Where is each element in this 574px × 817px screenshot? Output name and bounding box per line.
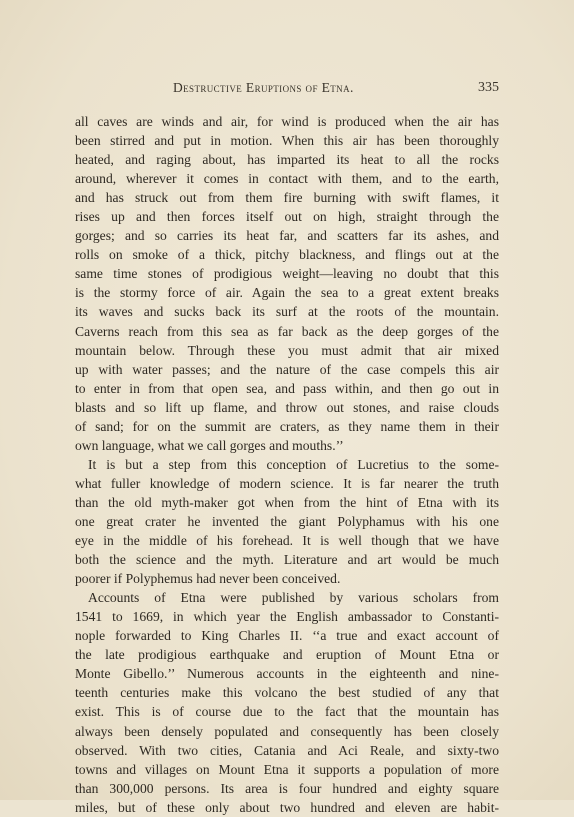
text-line: to enter in from that open sea, and pass within, and then go out in bbox=[75, 380, 499, 396]
text-line: been stirred and put in motion. When this air has been thoroughly bbox=[75, 133, 499, 149]
text-line: rolls on smoke of a thick, pitchy blackness, and flings out at the bbox=[75, 247, 499, 263]
page-header bbox=[75, 80, 499, 100]
text-line: one great crater he invented the giant Polyphamus with his one bbox=[75, 513, 499, 529]
text-line: It is but a step from this conception of Lucretius to the some- bbox=[88, 456, 499, 472]
text-line: gorges; and so carries its heat far, and scatters far its ashes, and bbox=[75, 228, 499, 244]
paragraph bbox=[75, 112, 499, 455]
text-line: teenth centuries make this volcano the best studied of any that bbox=[75, 685, 499, 701]
text-line: what fuller knowledge of modern science. It is far nearer the truth bbox=[75, 475, 499, 491]
text-line: nople forwarded to King Charles II. ‘‘a true and exact account of bbox=[75, 628, 499, 644]
text-line: its waves and sucks back its surf at the roots of the mountain. bbox=[75, 304, 499, 320]
body-text bbox=[75, 112, 499, 817]
text-line: own language, what we call gorges and mouths.’’ bbox=[75, 437, 344, 453]
text-line: than 300,000 persons. Its area is four hundred and eighty square bbox=[75, 780, 499, 796]
text-line: always been densely populated and consequently has been closely bbox=[75, 723, 499, 739]
text-line: both the science and the myth. Literature and art would be much bbox=[75, 552, 499, 568]
text-line: and has struck out from them fire burning with swift flames, it bbox=[75, 190, 499, 206]
text-line: of sand; for on the summit are craters, as they name them in their bbox=[75, 418, 499, 434]
text-line: all caves are winds and air, for wind is produced when the air has bbox=[75, 114, 499, 129]
running-title: Destructive Eruptions of Etna. bbox=[173, 80, 354, 95]
paragraph bbox=[75, 588, 499, 817]
text-line: Caverns reach from this sea as far back as the deep gorges of the bbox=[75, 323, 499, 339]
text-line: same time stones of prodigious weight—leaving no doubt that this bbox=[75, 266, 499, 282]
paragraph bbox=[75, 455, 499, 588]
text-line: the late prodigious earthquake and eruption of Mount Etna or bbox=[75, 647, 499, 663]
text-line: observed. With two cities, Catania and Aci Reale, and sixty-two bbox=[75, 742, 499, 758]
text-line: eye in the middle of his forehead. It is well though that we have bbox=[75, 533, 499, 549]
text-line: around, wherever it comes in contact with them, and to the earth, bbox=[75, 171, 499, 187]
text-line: towns and villages on Mount Etna it supports a population of more bbox=[75, 761, 499, 777]
text-line: miles, but of these only about two hundred and eleven are habit- bbox=[75, 799, 499, 815]
page-number: 335 bbox=[478, 80, 499, 95]
text-line: up with water passes; and the nature of the case compels this air bbox=[75, 361, 499, 377]
text-line: than the old myth-maker got when from the hint of Etna with its bbox=[75, 494, 499, 510]
text-line: Monte Gibello.’’ Numerous accounts in the eighteenth and nine- bbox=[75, 666, 499, 682]
text-line: poorer if Polyphemus had never been conceived. bbox=[75, 571, 341, 587]
text-line: 1541 to 1669, in which year the English ambassador to Constanti- bbox=[75, 609, 499, 625]
text-line: blasts and so lift up flame, and throw out stones, and raise clouds bbox=[75, 399, 499, 415]
text-line: mountain below. Through these you must admit that air mixed bbox=[75, 342, 499, 358]
text-line: is the stormy force of air. Again the sea to a great extent breaks bbox=[75, 285, 499, 301]
text-line: heated, and raging about, has imparted its heat to all the rocks bbox=[75, 152, 499, 168]
text-line: exist. This is of course due to the fact that the mountain has bbox=[75, 704, 499, 720]
text-line: Accounts of Etna were published by various scholars from bbox=[88, 590, 499, 606]
text-line: rises up and then forces itself out on high, straight through the bbox=[75, 209, 499, 225]
